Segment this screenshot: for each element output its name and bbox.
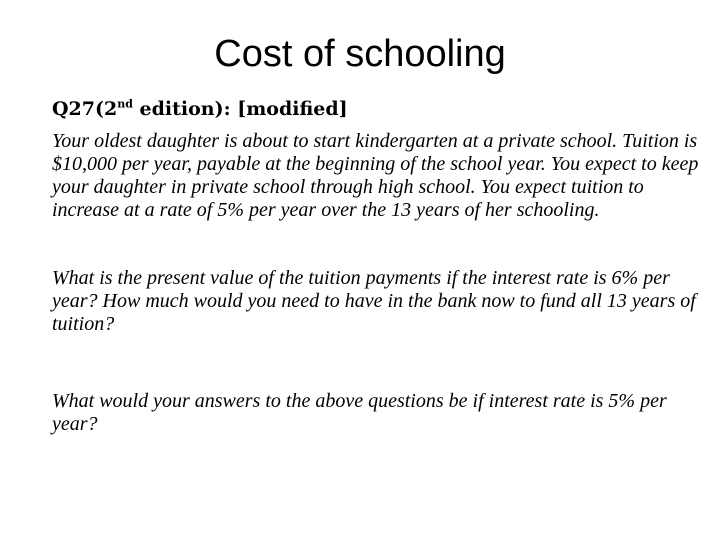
question-heading-prefix: Q27(2 <box>52 98 118 120</box>
problem-statement: Your oldest daughter is about to start kindergarten at a private school. Tuition is $10,000 per year, payable at the beginning of the school year. You expect to keep your daughter in private school through high school. You expect tuition to increase at a rate of 5% per year over the 13 years of her schooling. <box>52 130 699 221</box>
question-alternate-rate: What would your answers to the above questions be if interest rate is 5% per year? <box>52 390 667 435</box>
question-present-value: What is the present value of the tuition payments if the interest rate is 6% per year? How much would you need to have in the bank now to fund all 13 years of tuition? <box>52 267 696 335</box>
slide-title: Cost of schooling <box>214 33 506 75</box>
question-heading-suffix: edition): [modified] <box>132 98 348 120</box>
question-heading-superscript: nd <box>117 97 133 111</box>
question-heading <box>52 96 348 122</box>
